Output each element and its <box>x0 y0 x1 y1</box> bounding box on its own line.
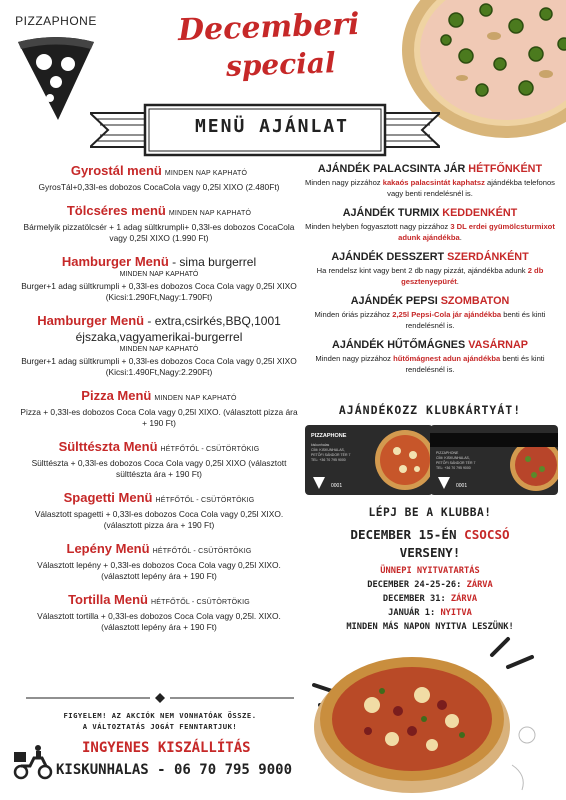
gift-desc-highlight: kakaós palacsintát kaphatsz <box>382 178 485 187</box>
menu-item-desc: Burger+1 adag sültkrumpli + 0,33l-es dobozos Coca Cola vagy 0,25l XIXO (Kicsi:1.490Ft,Nagy:2.290Ft) <box>21 356 297 377</box>
menu-item <box>20 388 298 429</box>
card-back-address-2: PETŐFI SÁNDOR TÉR 7 <box>436 461 476 465</box>
title-decemberi: Decemberi <box>177 6 361 49</box>
gift-title: AJÁNDÉK TURMIX <box>342 207 443 219</box>
join-club: LÉPJ BE A KLUBBA! <box>368 506 492 519</box>
menu-item-name: Gyrostál menü <box>70 163 162 178</box>
club-card-title: AJÁNDÉKOZZ KLUBKÁRTYÁT! <box>338 403 522 417</box>
holiday-status: NYITVA <box>440 608 472 618</box>
menu-item-suffix: - extra,csirkés,BBQ,1001 éjszaka,vagyamerikai-burgerrel <box>75 314 281 344</box>
gift-desc-end: benti és kinti rendelésnél is. <box>405 354 545 374</box>
gift-day: SZERDÁNKÉNT <box>447 251 529 263</box>
menu-item-availability: HÉTFŐTŐL - CSÜTÖRTÖKIG <box>152 548 252 555</box>
gift-desc: Ha rendelsz kint vagy bent 2 db nagy pizzát, ajándékba adunk <box>316 266 528 275</box>
gift-title: AJÁNDÉK HŰTŐMÁGNES <box>332 339 469 351</box>
notice-line-1: FIGYELEM! AZ AKCIÓK NEM VONHATÓAK ÖSSZE. <box>63 711 257 720</box>
card-info <box>311 443 350 463</box>
gift-offer <box>302 295 558 331</box>
gift-desc-end: . <box>456 277 459 286</box>
delivery-phone: KISKUNHALAS - 06 70 795 9000 <box>56 762 293 778</box>
gift-title: AJÁNDÉK PEPSI <box>350 295 441 307</box>
menu-list <box>20 163 298 643</box>
holiday-row <box>302 606 558 620</box>
menu-item-name: Tölcséres menü <box>66 203 166 218</box>
card-back-phone: TEL: +36 70 795 9000 <box>436 466 471 470</box>
gift-desc-highlight: 2 db gesztenyepürét <box>401 266 544 286</box>
gift-title: AJÁNDÉK DESSZERT <box>331 251 448 263</box>
logo-brand-text: PIZZAPHONE <box>15 14 97 28</box>
card-back-brand: PIZZAPHONE <box>436 451 459 455</box>
gift-desc: Minden óriás pizzához <box>314 310 393 319</box>
ornament-divider <box>26 693 294 703</box>
title-special: special <box>225 46 337 83</box>
gift-offer <box>302 251 558 287</box>
gift-offers <box>302 163 558 383</box>
menu-item <box>20 313 298 378</box>
club-card-front <box>305 425 433 495</box>
csocso-verseny: VERSENY! <box>399 545 461 560</box>
club-card-back <box>430 425 558 495</box>
holiday-status: ZÁRVA <box>450 594 478 604</box>
gift-offer <box>302 207 558 243</box>
holiday-date: DECEMBER 24-25-26: <box>367 580 467 590</box>
menu-item-availability: MINDEN NAP KAPHATÓ <box>164 170 248 177</box>
menu-item <box>20 439 298 480</box>
menu-item-desc: Választott spagetti + 0,33l-es dobozos Coca Cola vagy 0,25l XIXO. (választott pizza ára + 190 Ft) <box>34 509 284 530</box>
menu-item <box>20 490 298 531</box>
gift-day: HÉTFŐNKÉNT <box>468 163 543 175</box>
gift-desc-end: ajándékba telefonos vagy benti rendelésnél is. <box>387 178 555 198</box>
csocso-word: CSOCSÓ <box>464 527 510 542</box>
pizza-slice-logo-icon <box>14 36 98 122</box>
menu-item-name: Pizza Menü <box>81 388 152 403</box>
menu-item-name: Hamburger Menü <box>61 254 169 269</box>
menu-item-suffix: - sima burgerrel <box>168 255 257 269</box>
gift-desc-highlight: 2,25l Pepsi-Cola jár ajándékba <box>392 310 502 319</box>
holiday-row <box>302 592 558 606</box>
gift-desc-highlight: 3 DL erdei gyümölcsturmixot adunk ajándékba <box>398 222 555 242</box>
holiday-status: ZÁRVA <box>466 580 493 590</box>
gift-title: AJÁNDÉK PALACSINTA JÁR <box>317 163 469 175</box>
menu-item-availability: HÉTFŐTŐL - CSÜTÖRTÖKIG <box>160 446 260 453</box>
menu-item-availability: MINDEN NAP KAPHATÓ <box>119 346 199 353</box>
menu-item-name: Lepény Menü <box>66 541 150 556</box>
menu-item-availability: HÉTFŐTŐL - CSÜTÖRTÖKIG <box>155 497 255 504</box>
card-address-1: CÍM: KISKUNHALAS, <box>311 448 345 452</box>
gift-day: VASÁRNAP <box>468 339 528 351</box>
delivery-scooter-icon <box>12 744 54 780</box>
holiday-footer: MINDEN MÁS NAPON NYITVA LESZÜNK! <box>346 622 514 632</box>
menu-item-desc: Bármelyik pizzatölcsér + 1 adag sültkrumpli+ 0,33l-es dobozos CocaCola vagy 0,25l XIXO (1.990 Ft) <box>23 222 295 243</box>
pizza-photo-bottom <box>312 635 562 800</box>
card-back-address-1: CÍM: KISKUNHALAS, <box>436 456 470 460</box>
gift-day: SZOMBATON <box>440 295 510 307</box>
card-brand-sub: kiskunhalas <box>311 443 330 447</box>
menu-item <box>20 163 298 193</box>
holiday-row <box>302 578 558 592</box>
holiday-title: ÜNNEPI NYITVATARTÁS <box>380 566 480 576</box>
gift-day: KEDDENKÉNT <box>442 207 518 219</box>
menu-item-name: Hamburger Menü <box>37 313 145 328</box>
menu-item-availability: HÉTFŐTŐL - CSÜTÖRTÖKIG <box>151 599 250 606</box>
card-number: 0001 <box>331 483 343 489</box>
card-back-number: 0001 <box>456 483 468 489</box>
card-brand: PIZZAPHONE <box>311 433 347 439</box>
menu-item <box>20 254 298 303</box>
holiday-date: DECEMBER 31: <box>382 594 451 604</box>
csocso-contest <box>302 526 558 562</box>
holiday-hours <box>302 564 558 634</box>
card-phone: TEL: +36 70 795 9000 <box>311 458 346 462</box>
menu-item-name: Spagetti Menü <box>63 490 153 505</box>
gift-desc-highlight: hűtőmágnest adun ajándékba <box>393 354 501 363</box>
menu-item-availability: MINDEN NAP KAPHATÓ <box>154 395 237 402</box>
pizzaphone-logo <box>10 14 102 124</box>
gift-desc: Minden nagy pizzához <box>305 178 383 187</box>
gift-desc-end: . <box>459 233 462 242</box>
notice <box>20 710 300 732</box>
card-address-2: PETŐFI SÁNDOR TÉR 7 <box>311 453 351 457</box>
gift-desc-end: benti és kinti rendelésnél is. <box>405 310 546 330</box>
menu-item-desc: GyrosTál+0,33l-es dobozos CocaCola vagy 0,25l XIXO (2.480Ft) <box>38 182 280 192</box>
csocso-date: DECEMBER 15-ÉN <box>350 527 465 542</box>
gift-desc: Minden nagy pizzához <box>315 354 394 363</box>
menu-item <box>20 203 298 244</box>
menu-item-desc: Sülttészta + 0,33l-es dobozos Coca Cola vagy 0,25l XIXO (választott sülttészta ára + 190 Ft) <box>31 458 287 479</box>
menu-item-availability: MINDEN NAP KAPHATÓ <box>119 271 199 278</box>
free-delivery-title: INGYENES KISZÁLLÍTÁS <box>82 740 251 756</box>
holiday-date: JANUÁR 1: <box>388 608 441 618</box>
menu-item-name: Sülttészta Menü <box>58 439 158 454</box>
gift-offer <box>302 163 558 199</box>
menu-item <box>20 592 298 633</box>
menu-item-name: Tortilla Menü <box>68 592 149 607</box>
card-back-info <box>436 451 475 471</box>
gift-desc: Minden helyben fogyasztott nagy pizzához <box>305 222 451 231</box>
menu-item-desc: Választott lepény + 0,33l-es dobozos Coca Cola vagy 0,25l XIXO. (választott lepény ára + 190 Ft) <box>37 560 281 581</box>
card-magnetic-stripe <box>430 433 558 447</box>
gift-offer <box>302 339 558 375</box>
menu-item-availability: MINDEN NAP KAPHATÓ <box>168 210 252 217</box>
menu-item-desc: Pizza + 0,33l-es dobozos Coca Cola vagy 0,25l XIXO. (választott pizza ára + 190 Ft) <box>20 407 298 428</box>
menu-item-desc: Burger+1 adag sültkrumpli + 0,33l-es dobozos Coca Cola vagy 0,25l XIXO (Kicsi:1.290Ft,Nagy:1.790Ft) <box>21 281 297 302</box>
notice-line-2: A VÁLTOZTATÁS JOGÁT FENNTARTJUK! <box>82 722 238 731</box>
menu-item <box>20 541 298 582</box>
banner-menu-ajanlat: MENÜ AJÁNLAT <box>194 116 350 137</box>
menu-item-desc: Választott tortilla + 0,33l-es dobozos Coca Cola vagy 0,25l. XIXO. (választott lepény ára + 190 Ft) <box>37 611 281 632</box>
